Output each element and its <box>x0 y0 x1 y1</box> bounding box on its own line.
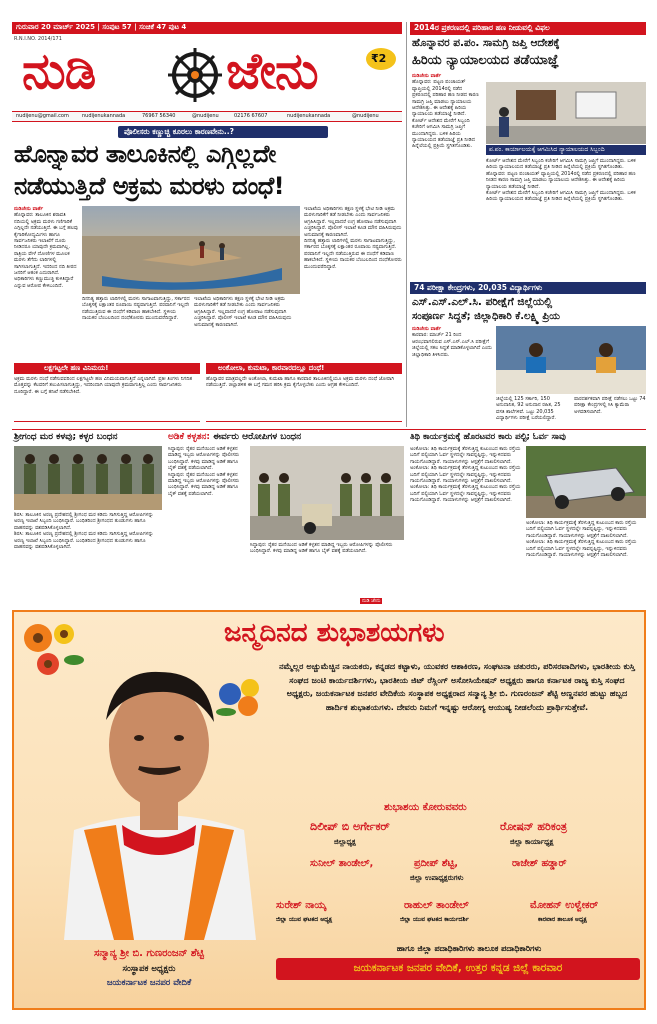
wisher-5-name: ರಾಜೇಶ್ ಹಡ್ಡಾರ್ <box>512 858 567 869</box>
phone-link-2[interactable]: 02176 67607 <box>234 113 268 119</box>
honoree-role: ಸಂಸ್ಥಾಪಕ ಅಧ್ಯಕ್ಷರು <box>122 964 176 974</box>
lead-headline-1: ಹೊನ್ನಾವರ ತಾಲೂಕಿನಲ್ಲಿ ಎಗ್ಗಿಲ್ಲದೇ <box>14 140 276 168</box>
reg-number: R.N.I.NO. 2014/171 <box>14 36 62 42</box>
areca-tag: ನುಡಿ ಜೇನು <box>362 598 381 604</box>
wisher-1-name: ದಿಲೀಪ್ ಬಿ ಅರ್ಗೇಕರ್ <box>310 820 390 833</box>
youtube-link[interactable]: @nudijenu <box>352 113 379 119</box>
right-top-body-2: ಕೋರ್ಟ್ ಆದೇಶದ ಮೇರೆಗೆ ಸಿಬ್ಬಂದಿ ಕಚೇರಿಗೆ ಆಗಮಿಸಿ ಸಾಮಗ್ರಿ ಜಪ್ತಿಗೆ ಮುಂದಾಗಿದ್ದರು. ಬಳಿಕ ಹಿರಿಯ ನ್ಯಾಯಾಲಯದ ತಡೆಯಾಜ್ಞೆ ಪ್ರತಿ ನೀಡಿದ ಹಿನ್ನೆಲೆಯಲ್ಲಿ ಪ್ರಕ್ರಿಯೆ ಸ್ಥಗಿತಗೊಂಡಿತು. ಹೊನ್ನಾವರ: ಪಟ್ಟಣ ಪಂಚಾಯತ್ ವ್ಯಾಪ್ತಿಯಲ್ಲಿ 2014ರಲ್ಲಿ ನಡೆದ ಪ್ರಕರಣದಲ್ಲಿ ಪರಿಹಾರ ಹಣ ನೀಡದ ಕಾರಣ ಸಾಮಗ್ರಿ ಜಪ್ತಿ ಮಾಡಲು ನ್ಯಾಯಾಲಯ ಆದೇಶಿಸಿತ್ತು. ಈ ಆದೇಶಕ್ಕೆ ಹಿರಿಯ ನ್ಯಾಯಾಲಯ ತಡೆಯಾಜ್ಞೆ ನೀಡಿದೆ. ಕೋರ್ಟ್ ಆದೇಶದ ಮೇರೆಗೆ ಸಿಬ್ಬಂದಿ ಕಚೇರಿಗೆ ಆಗಮಿಸಿ ಸಾಮಗ್ರಿ ಜಪ್ತಿಗೆ ಮುಂದಾಗಿದ್ದರು. ಬಳಿಕ ಹಿರಿಯ ನ್ಯಾಯಾಲಯದ ತಡೆಯಾಜ್ಞೆ ಪ್ರತಿ ನೀಡಿದ ಹಿನ್ನೆಲೆಯಲ್ಲಿ ಪ್ರಕ್ರಿಯೆ ಸ್ಥಗಿತಗೊಂಡಿತು. <box>486 158 636 203</box>
accident-body-right: ಅಂಕೋಲಾ: ತಿಥಿ ಕಾರ್ಯಕ್ರಮಕ್ಕೆ ತೆರಳುತ್ತಿದ್ದ ಕುಟುಂಬದ ಕಾರು ರಸ್ತೆಯ ಬದಿಗೆ ಪಲ್ಟಿಯಾಗಿ ಓರ್ವ ಸ್ಥಳದಲ್ಲೇ ಸಾವನ್ನಪ್ಪಿದ್ದು, ಇನ್ನುಳಿದವರು ಗಾಯಗೊಂಡಿದ್ದಾರೆ. ಗಾಯಾಳುಗಳನ್ನು ಆಸ್ಪತ್ರೆಗೆ ದಾಖಲಿಸಲಾಗಿದೆ. ಅಂಕೋಲಾ: ತಿಥಿ ಕಾರ್ಯಕ್ರಮಕ್ಕೆ ತೆರಳುತ್ತಿದ್ದ ಕುಟುಂಬದ ಕಾರು ರಸ್ತೆಯ ಬದಿಗೆ ಪಲ್ಟಿಯಾಗಿ ಓರ್ವ ಸ್ಥಳದಲ್ಲೇ ಸಾವನ್ನಪ್ಪಿದ್ದು, ಇನ್ನುಳಿದವರು ಗಾಯಗೊಂಡಿದ್ದಾರೆ. ಗಾಯಾಳುಗಳನ್ನು ಆಸ್ಪತ್ರೆಗೆ ದಾಖಲಿಸಲಾಗಿದೆ. <box>526 520 637 559</box>
dateline: ಗುರುವಾರ 20 ಮಾರ್ಚ್ 2025 | ಸಂಪುಟ 57 | ಸಂಚಿಕೆ 47 ಪುಟ 4 <box>16 23 187 31</box>
contact-strip <box>12 111 402 122</box>
title-right: ಜೇನು <box>226 42 318 100</box>
lead-column-left: ನುಡಿಜೇನು ವಾರ್ತೆ ಹೊನ್ನಾವರ: ತಾಲೂಕಿನ ಶರಾವತಿ ನದಿಯಲ್ಲಿ ಅಕ್ರಮ ಮರಳು ಗಣಿಗಾರಿಕೆ ಎಗ್ಗಿಲ್ಲದೇ ನಡೆಯುತ್ತಿದೆ. ಈ ಬಗ್ಗೆ ಹಲವು ಕೈಗಾರಿಕೋದ್ಯಮಿಗಳು ಹಾಗೂ ಸಾರ್ವಜನಿಕರು ಇಲಾಖೆಗೆ ದೂರು ನೀಡಿದರೂ ಯಾವುದೇ ಕ್ರಮವಾಗಿಲ್ಲ. ರಾತ್ರಿಯ ವೇಳೆ ದೋಣಿಗಳ ಮೂಲಕ ಮರಳು ತೆಗೆದು ಲಾರಿಗಳಲ್ಲಿ ಸಾಗಿಸಲಾಗುತ್ತಿದೆ. ಇದರಿಂದ ನದಿ ತೀರದ ಜನರಿಗೆ ಆತಂಕ ಎದುರಾಗಿದೆ. ಅಧಿಕಾರಿಗಳು ಕಣ್ಣುಮುಚ್ಚಿ ಕುಳಿತಿದ್ದಾರೆ ಎನ್ನುವ ಆರೋಪ ಕೇಳಿಬಂದಿದೆ. <box>14 206 79 289</box>
accident-body-left: ಅಂಕೋಲಾ: ತಿಥಿ ಕಾರ್ಯಕ್ರಮಕ್ಕೆ ತೆರಳುತ್ತಿದ್ದ ಕುಟುಂಬದ ಕಾರು ರಸ್ತೆಯ ಬದಿಗೆ ಪಲ್ಟಿಯಾಗಿ ಓರ್ವ ಸ್ಥಳದಲ್ಲೇ ಸಾವನ್ನಪ್ಪಿದ್ದು, ಇನ್ನುಳಿದವರು ಗಾಯಗೊಂಡಿದ್ದಾರೆ. ಗಾಯಾಳುಗಳನ್ನು ಆಸ್ಪತ್ರೆಗೆ ದಾಖಲಿಸಲಾಗಿದೆ. ಅಂಕೋಲಾ: ತಿಥಿ ಕಾರ್ಯಕ್ರಮಕ್ಕೆ ತೆರಳುತ್ತಿದ್ದ ಕುಟುಂಬದ ಕಾರು ರಸ್ತೆಯ ಬದಿಗೆ ಪಲ್ಟಿಯಾಗಿ ಓರ್ವ ಸ್ಥಳದಲ್ಲೇ ಸಾವನ್ನಪ್ಪಿದ್ದು, ಇನ್ನುಳಿದವರು ಗಾಯಗೊಂಡಿದ್ದಾರೆ. ಗಾಯಾಳುಗಳನ್ನು ಆಸ್ಪತ್ರೆಗೆ ದಾಖಲಿಸಲಾಗಿದೆ. ಅಂಕೋಲಾ: ತಿಥಿ ಕಾರ್ಯಕ್ರಮಕ್ಕೆ ತೆರಳುತ್ತಿದ್ದ ಕುಟುಂಬದ ಕಾರು ರಸ್ತೆಯ ಬದಿಗೆ ಪಲ್ಟಿಯಾಗಿ ಓರ್ವ ಸ್ಥಳದಲ್ಲೇ ಸಾವನ್ನಪ್ಪಿದ್ದು, ಇನ್ನುಳಿದವರು ಗಾಯಗೊಂಡಿದ್ದಾರೆ. ಗಾಯಾಳುಗಳನ್ನು ಆಸ್ಪತ್ರೆಗೆ ದಾಖಲಿಸಲಾಗಿದೆ. <box>410 446 521 504</box>
box-left-body: ಅಕ್ರಮ ಮರಳು ದಂಧೆ ನಡೆಸುವವರಿಂದ ಲಕ್ಷಗಟ್ಟಲೇ ಹಣ ವಿನಿಮಯವಾಗುತ್ತಿದೆ ಎನ್ನಲಾಗಿದೆ. ಪ್ರತೀ ತಿಂಗಳು ನಿಗದಿತ ಮೊತ್ತವನ್ನು ಕೆಲವರಿಗೆ ತಲುಪಿಸಲಾಗುತ್ತಿದ್ದು, ಇದರಿಂದಾಗಿ ಯಾವುದೇ ಕ್ರಮವಾಗುತ್ತಿಲ್ಲ ಎಂದು ಸಾರ್ವಜನಿಕರು ದೂರಿದ್ದಾರೆ. ಈ ಬಗ್ಗೆ ತನಿಖೆ ನಡೆಸಬೇಕಿದೆ. <box>14 376 200 422</box>
twitter-link[interactable]: @nudijenu <box>192 113 219 119</box>
exam-headline-2: ಸಂಪೂರ್ಣ ಸಿದ್ದತೆ; ಜಿಲ್ಲಾಧಿಕಾರಿ ಕೆ.ಲಕ್ಷ್ಮಿ ಪ್ರಿಯ <box>412 311 560 322</box>
box-left-header: ಲಕ್ಷಗಟ್ಟಲೇ ಹಣ ವಿನಿಮಯ! <box>14 363 200 374</box>
column-divider <box>406 22 407 427</box>
honoree-org: ಜಯಕರ್ನಾಟಕ ಜನಪರ ವೇದಿಕೆ <box>106 978 192 988</box>
sand-mining-photo <box>82 206 300 294</box>
wisher-7-role: ಜಿಲ್ಲಾ ಯುವ ಘಟಕದ ಕಾರ್ಯದರ್ಶಿ <box>400 916 469 923</box>
wisher-8-role: ಕಾರವಾರ ತಾಲೂಕ ಅಧ್ಯಕ್ಷ <box>538 916 587 923</box>
ad-footer-org: ಜಯಕರ್ನಾಟಕ ಜನಪರ ವೇದಿಕೆ, ಉತ್ತರ ಕನ್ನಡ ಜಿಲ್ಲೆ ಕಾರವಾರ <box>276 958 640 980</box>
masthead-logo <box>14 42 404 108</box>
lead-kicker: ಪೊಲೀಸರು ಕಣ್ಣುಚ್ಚಿ ಕೂರಲು ಕಾರಣವೇನು..? <box>118 126 328 138</box>
lead-column-right-b: ಇಲಾಖೆಯ ಅಧಿಕಾರಿಗಳು ತಕ್ಷಣ ಸ್ಥಳಕ್ಕೆ ಭೇಟಿ ನೀಡಿ ಅಕ್ರಮ ಮರಳುಗಾರಿಕೆಗೆ ತಡೆ ನೀಡಬೇಕು ಎಂದು ಸಾರ್ವಜನಿಕರು ಆಗ್ರಹಿಸಿದ್ದಾರೆ. ಇಲ್ಲವಾದರೆ ಉಗ್ರ ಹೋರಾಟ ನಡೆಸುವುದಾಗಿ ಎಚ್ಚರಿಸಿದ್ದಾರೆ. ಪೊಲೀಸ್ ಇಲಾಖೆ ಕೂಡ ಮೌನ ವಹಿಸಿರುವುದು ಅನುಮಾನಕ್ಕೆ ಕಾರಣವಾಗಿದೆ. ದಿನನಿತ್ಯ ಹತ್ತಾರು ಲಾರಿಗಳಲ್ಲಿ ಮರಳು ಸಾಗಾಟವಾಗುತ್ತಿದ್ದು, ಸರ್ಕಾರದ ಬೊಕ್ಕಸಕ್ಕೆ ಲಕ್ಷಾಂತರ ರೂಪಾಯಿ ನಷ್ಟವಾಗುತ್ತಿದೆ. ಪರವಾನಿಗೆ ಇಲ್ಲದೇ ನಡೆಯುತ್ತಿರುವ ಈ ದಂಧೆಗೆ ಕಡಿವಾಣ ಹಾಕಬೇಕಿದೆ. ಸ್ಥಳೀಯ ನಾಯಕರ ಬೆಂಬಲದಿಂದ ದಂಧೆಕೋರರು ಮುಂದುವರೆದಿದ್ದಾರೆ. <box>304 206 402 270</box>
honoree-name: ಸನ್ಮಾನ್ಯ ಶ್ರೀ ಬಿ. ಗುಣರಂಜನ್ ಶೆಟ್ಟಿ <box>94 948 204 959</box>
areca-body-left: ಸಿದ್ದಾಪುರ: ರೈತರ ಮನೆಯಿಂದ ಅಡಿಕೆ ಕಳ್ಳತನ ಮಾಡಿದ್ದ ಇಬ್ಬರು ಆರೋಪಿಗಳನ್ನು ಪೊಲೀಸರು ಬಂಧಿಸಿದ್ದಾರೆ. ಕಳವು ಮಾಡಿದ್ದ ಅಡಿಕೆ ಹಾಗೂ ಬೈಕ್ ವಶಕ್ಕೆ ಪಡೆಯಲಾಗಿದೆ. ಸಿದ್ದಾಪುರ: ರೈತರ ಮನೆಯಿಂದ ಅಡಿಕೆ ಕಳ್ಳತನ ಮಾಡಿದ್ದ ಇಬ್ಬರು ಆರೋಪಿಗಳನ್ನು ಪೊಲೀಸರು ಬಂಧಿಸಿದ್ದಾರೆ. ಕಳವು ಮಾಡಿದ್ದ ಅಡಿಕೆ ಹಾಗೂ ಬೈಕ್ ವಶಕ್ಕೆ ಪಡೆಯಲಾಗಿದೆ. <box>168 446 240 497</box>
facebook-link[interactable]: nudijenukannada <box>82 113 126 119</box>
wisher-2-role: ಜಿಲ್ಲಾ ಕಾರ್ಯಾಧ್ಯಕ್ಷ <box>510 838 554 846</box>
vice-presidents-label: ಜಿಲ್ಲಾ ಉಪಾಧ್ಯಕ್ಷರುಗಳು <box>410 874 464 882</box>
wisher-6-name: ಸುರೇಶ್ ನಾಯ್ಕ <box>276 900 327 911</box>
areca-arrest-photo <box>250 446 404 540</box>
court-photo-caption: ಪ.ಪಂ. ಕಾರ್ಯಾಲಯಕ್ಕೆ ಆಗಮಿಸಿದ ನ್ಯಾಯಾಲಯದ ಸಿಬ್ಬಂದಿ <box>486 145 646 155</box>
right-headline-1: ಹೊನ್ನಾವರ ಪ.ಪಂ. ಸಾಮಗ್ರಿ ಜಪ್ತಿ ಆದೇಶಕ್ಕೆ <box>412 37 560 49</box>
wisher-6-role: ಜಿಲ್ಲಾ ಯುವ ಘಟಕದ ಅಧ್ಯಕ್ಷ <box>276 916 333 923</box>
section-divider-1 <box>12 429 646 430</box>
lead-headline-2: ನಡೆಯುತ್ತಿದೆ ಅಕ್ರಮ ಮರಳು ದಂಧೆ! <box>14 172 285 200</box>
exam-kicker: 74 ಪರೀಕ್ಷಾ ಕೇಂದ್ರಗಳು, 20,035 ವಿದ್ಯಾರ್ಥಿಗಳು <box>410 282 646 294</box>
title-left: ನುಡಿ <box>22 42 96 100</box>
sandalwood-headline: ಶ್ರೀಗಂಧ ಮರ ಕಳವು; ಕಳ್ಳರ ಬಂಧನ <box>14 432 118 442</box>
wisher-2-name: ರೋಷನ್ ಹರಿಕಂತ್ರ <box>500 820 567 833</box>
right-top-body: ನುಡಿಜೇನು ವಾರ್ತೆ ಹೊನ್ನಾವರ: ಪಟ್ಟಣ ಪಂಚಾಯತ್ ವ್ಯಾಪ್ತಿಯಲ್ಲಿ 2014ರಲ್ಲಿ ನಡೆದ ಪ್ರಕರಣದಲ್ಲಿ ಪರಿಹಾರ ಹಣ ನೀಡದ ಕಾರಣ ಸಾಮಗ್ರಿ ಜಪ್ತಿ ಮಾಡಲು ನ್ಯಾಯಾಲಯ ಆದೇಶಿಸಿತ್ತು. ಈ ಆದೇಶಕ್ಕೆ ಹಿರಿಯ ನ್ಯಾಯಾಲಯ ತಡೆಯಾಜ್ಞೆ ನೀಡಿದೆ. ಕೋರ್ಟ್ ಆದೇಶದ ಮೇರೆಗೆ ಸಿಬ್ಬಂದಿ ಕಚೇರಿಗೆ ಆಗಮಿಸಿ ಸಾಮಗ್ರಿ ಜಪ್ತಿಗೆ ಮುಂದಾಗಿದ್ದರು. ಬಳಿಕ ಹಿರಿಯ ನ್ಯಾಯಾಲಯದ ತಡೆಯಾಜ್ಞೆ ಪ್ರತಿ ನೀಡಿದ ಹಿನ್ನೆಲೆಯಲ್ಲಿ ಪ್ರಕ್ರಿಯೆ ಸ್ಥಗಿತಗೊಂಡಿತು. <box>412 73 479 150</box>
wisher-3-name: ಸುನೀಲ್ ತಾಂಡೇಲ್, <box>310 858 374 869</box>
box-right-body: ಹೊನ್ನಾವರ ಮಾತ್ರವಲ್ಲದೇ ಅಂಕೋಲಾ, ಕುಮಟಾ ಹಾಗೂ ಕಾರವಾರ ತಾಲೂಕಿನಲ್ಲಿಯೂ ಅಕ್ರಮ ಮರಳು ದಂಧೆ ಜೋರಾಗಿ ನಡೆಯುತ್ತಿದೆ. ಜಿಲ್ಲಾಡಳಿತ ಈ ಬಗ್ಗೆ ಗಮನ ಹರಿಸಿ ಕ್ರಮ ಕೈಗೊಳ್ಳಬೇಕು ಎಂದು ಆಗ್ರಹ ಕೇಳಿಬಂದಿದೆ. <box>206 376 402 422</box>
areca-body-right: ಸಿದ್ದಾಪುರ: ರೈತರ ಮನೆಯಿಂದ ಅಡಿಕೆ ಕಳ್ಳತನ ಮಾಡಿದ್ದ ಇಬ್ಬರು ಆರೋಪಿಗಳನ್ನು ಪೊಲೀಸರು ಬಂಧಿಸಿದ್ದಾರೆ. ಕಳವು ಮಾಡಿದ್ದ ಅಡಿಕೆ ಹಾಗೂ ಬೈಕ್ ವಶಕ್ಕೆ ಪಡೆಯಲಾಗಿದೆ. <box>250 542 393 555</box>
accident-car-photo <box>526 446 646 518</box>
areca-headline: ಅಡಿಕೆ ಕಳ್ಳತನ: ಈರ್ವರು ಆರೋಪಿಗಳ ಬಂಧನ <box>168 432 302 442</box>
exam-body-right: ಪಾರದರ್ಶಕವಾಗಿ ಪರೀಕ್ಷೆ ನಡೆಸಲು ಒಟ್ಟು 74 ಪರೀಕ್ಷಾ ಕೇಂದ್ರಗಳಲ್ಲಿ ಸಿಸಿ ಕ್ಯಾಮೆರಾ ಅಳವಡಿಸಲಾಗಿದೆ. <box>574 396 646 415</box>
court-office-photo <box>486 82 646 144</box>
ad-body: ನಮ್ಮೆಲ್ಲರ ಅಚ್ಚುಮೆಚ್ಚಿನ ನಾಯಕರು, ಕನ್ನಡದ ಕಟ್ಟಾಳು, ಯುವಕರ ಆಶಾಕಿರಣ, ಸಂಘಟನಾ ಚತುರರು, ಪರಿಸರವಾದಿಗಳು, ಭಾರತೀಯ ಕುಸ್ತಿ ಸಂಘದ ಜಂಟಿ ಕಾರ್ಯದರ್ಶಿಗಳು, ಭಾರತೀಯ ಜಿಟ್ ರೆಸ್ಲಿಂಗ್ ಅಸೋಸಿಯೇಷನ್ ಅಧ್ಯಕ್ಷರು ಹಾಗೂ ಕರ್ನಾಟಕ ರಾಜ್ಯ ಕುಸ್ತಿ ಸಂಘದ ಅಧ್ಯಕ್ಷರು, ಜಯಕರ್ನಾಟಕ ಜನಪರ ವೇದಿಕೆಯ ಸಂಸ್ಥಾಪಕ ಅಧ್ಯಕ್ಷರಾದ ಸನ್ಮಾನ್ಯ ಶ್ರೀ ಬಿ. ಗುಣರಂಜನ್ ಶೆಟ್ಟಿ ಅಣ್ಣನವರ ಹುಟ್ಟು ಹಬ್ಬದ ಹಾರ್ದಿಕ ಶುಭಾಶಯಗಳು. ದೇವರು ನಿಮಗೆ ಇನ್ನಷ್ಟು ಆರೋಗ್ಯ ಆಯುಷ್ಯ ನೀಡಲೆಂದು ಪ್ರಾರ್ಥಿಸುತ್ತೇವೆ. <box>279 661 635 712</box>
lead-column-right-a: ಇಲಾಖೆಯ ಅಧಿಕಾರಿಗಳು ತಕ್ಷಣ ಸ್ಥಳಕ್ಕೆ ಭೇಟಿ ನೀಡಿ ಅಕ್ರಮ ಮರಳುಗಾರಿಕೆಗೆ ತಡೆ ನೀಡಬೇಕು ಎಂದು ಸಾರ್ವಜನಿಕರು ಆಗ್ರಹಿಸಿದ್ದಾರೆ. ಇಲ್ಲವಾದರೆ ಉಗ್ರ ಹೋರಾಟ ನಡೆಸುವುದಾಗಿ ಎಚ್ಚರಿಸಿದ್ದಾರೆ. ಪೊಲೀಸ್ ಇಲಾಖೆ ಕೂಡ ಮೌನ ವಹಿಸಿರುವುದು ಅನುಮಾನಕ್ಕೆ ಕಾರಣವಾಗಿದೆ. <box>194 296 292 328</box>
wisher-1-role: ಜಿಲ್ಲಾಧ್ಯಕ್ಷ <box>334 838 356 846</box>
price-badge: ₹2 <box>366 48 396 70</box>
accident-headline: ತಿಥಿ ಕಾರ್ಯಕ್ರಮಕ್ಕೆ ಹೊರಟವರ ಕಾರು ಪಲ್ಟಿ; ಓರ್ವ ಸಾವು <box>410 432 566 442</box>
ad-title: ಜನ್ಮದಿನದ ಶುಭಾಶಯಗಳು <box>224 618 445 648</box>
dateline-bar <box>12 22 402 34</box>
exam-meeting-photo <box>496 326 646 394</box>
flower-decoration-mid-icon <box>214 672 270 722</box>
wisher-4-name: ಪ್ರದೀಪ್ ಶೆಟ್ಟಿ, <box>414 858 458 869</box>
sandalwood-body: ಶಿರಸಿ: ತಾಲೂಕಿನ ಅರಣ್ಯ ಪ್ರದೇಶದಲ್ಲಿ ಶ್ರೀಗಂಧ ಮರ ಕಡಿದು ಸಾಗಿಸುತ್ತಿದ್ದ ಆರೋಪಿಗಳನ್ನು ಅರಣ್ಯ ಇಲಾಖೆ ಸಿಬ್ಬಂದಿ ಬಂಧಿಸಿದ್ದಾರೆ. ಬಂಧಿತರಿಂದ ಶ್ರೀಗಂಧದ ತುಂಡುಗಳು ಹಾಗೂ ವಾಹನವನ್ನು ವಶಪಡಿಸಿಕೊಳ್ಳಲಾಗಿದೆ. ಶಿರಸಿ: ತಾಲೂಕಿನ ಅರಣ್ಯ ಪ್ರದೇಶದಲ್ಲಿ ಶ್ರೀಗಂಧ ಮರ ಕಡಿದು ಸಾಗಿಸುತ್ತಿದ್ದ ಆರೋಪಿಗಳನ್ನು ಅರಣ್ಯ ಇಲಾಖೆ ಸಿಬ್ಬಂದಿ ಬಂಧಿಸಿದ್ದಾರೆ. ಬಂಧಿತರಿಂದ ಶ್ರೀಗಂಧದ ತುಂಡುಗಳು ಹಾಗೂ ವಾಹನವನ್ನು ವಶಪಡಿಸಿಕೊಳ್ಳಲಾಗಿದೆ. <box>14 512 154 551</box>
right-headline-2: ಹಿರಿಯ ನ್ಯಾಯಾಲಯದ ತಡೆಯಾಜ್ಞೆ <box>412 53 559 68</box>
ad-footer-line: ಹಾಗೂ ಜಿಲ್ಲಾ ಪದಾಧಿಕಾರಿಗಳು ತಾಲೂಕ ಪದಾಧಿಕಾರಿಗಳು <box>396 944 542 953</box>
wisher-7-name: ರಾಹುಲ್ ತಾಂಡೇಲ್ <box>404 900 469 911</box>
sandalwood-arrest-photo <box>14 446 162 510</box>
box-right-header: ಅಂಕೋಲಾ, ಕುಮಟಾ, ಕಾರವಾರದಲ್ಲೂ ದಂಧೆ! <box>206 363 402 374</box>
instagram-link[interactable]: nudijenukannada <box>287 113 331 119</box>
birthday-advertisement <box>12 610 646 1010</box>
phone-link-1[interactable]: 76967 56340 <box>142 113 176 119</box>
email-link[interactable]: nudijenu@gmail.com <box>16 113 69 119</box>
lead-column-mid: ದಿನನಿತ್ಯ ಹತ್ತಾರು ಲಾರಿಗಳಲ್ಲಿ ಮರಳು ಸಾಗಾಟವಾಗುತ್ತಿದ್ದು, ಸರ್ಕಾರದ ಬೊಕ್ಕಸಕ್ಕೆ ಲಕ್ಷಾಂತರ ರೂಪಾಯಿ ನಷ್ಟವಾಗುತ್ತಿದೆ. ಪರವಾನಿಗೆ ಇಲ್ಲದೇ ನಡೆಯುತ್ತಿರುವ ಈ ದಂಧೆಗೆ ಕಡಿವಾಣ ಹಾಕಬೇಕಿದೆ. ಸ್ಥಳೀಯ ನಾಯಕರ ಬೆಂಬಲದಿಂದ ದಂಧೆಕೋರರು ಮುಂದುವರೆದಿದ್ದಾರೆ. <box>82 296 190 322</box>
exam-body-mid: ಜಿಲ್ಲೆಯಲ್ಲಿ 125 ಸರ್ಕಾರಿ, 150 ಅನುದಾನಿತ, 92 ಅನುದಾನ ರಹಿತ, 25 ವಸತಿ ಶಾಲೆಗಳಿವೆ. ಒಟ್ಟು 20,035 ವಿದ್ಯಾರ್ಥಿಗಳು ಪರೀಕ್ಷೆ ಬರೆಯಲಿದ್ದಾರೆ. <box>496 396 561 422</box>
exam-body-left: ನುಡಿಜೇನು ವಾರ್ತೆ ಕಾರವಾರ: ಮಾರ್ಚ್ 21 ರಿಂದ ಆರಂಭವಾಗಲಿರುವ ಎಸ್.ಎಸ್.ಎಲ್.ಸಿ ಪರೀಕ್ಷೆಗೆ ಜಿಲ್ಲೆಯಲ್ಲಿ ಸಕಲ ಸಿದ್ದತೆ ಮಾಡಿಕೊಳ್ಳಲಾಗಿದೆ ಎಂದು ಜಿಲ್ಲಾಧಿಕಾರಿ ತಿಳಿಸಿದರು. <box>412 326 492 358</box>
wishers-label: ಶುಭಾಶಯ ಕೋರುವವರು <box>384 802 467 813</box>
exam-headline-1: ಎಸ್.ಎಸ್.ಎಲ್.ಸಿ. ಪರೀಕ್ಷೆಗೆ ಜಿಲ್ಲೆಯಲ್ಲಿ <box>412 296 553 308</box>
wisher-8-name: ಮೋಹನ್ ಉಳ್ವೇಕರ್ <box>530 900 599 911</box>
ship-wheel-icon <box>166 46 224 104</box>
right-kicker: 2014ರ ಪ್ರಕರಣದಲ್ಲಿ ಪರಿಹಾರ ಹಣ ನೀಡುವಲ್ಲಿ ವಿಫಲ <box>410 22 646 35</box>
